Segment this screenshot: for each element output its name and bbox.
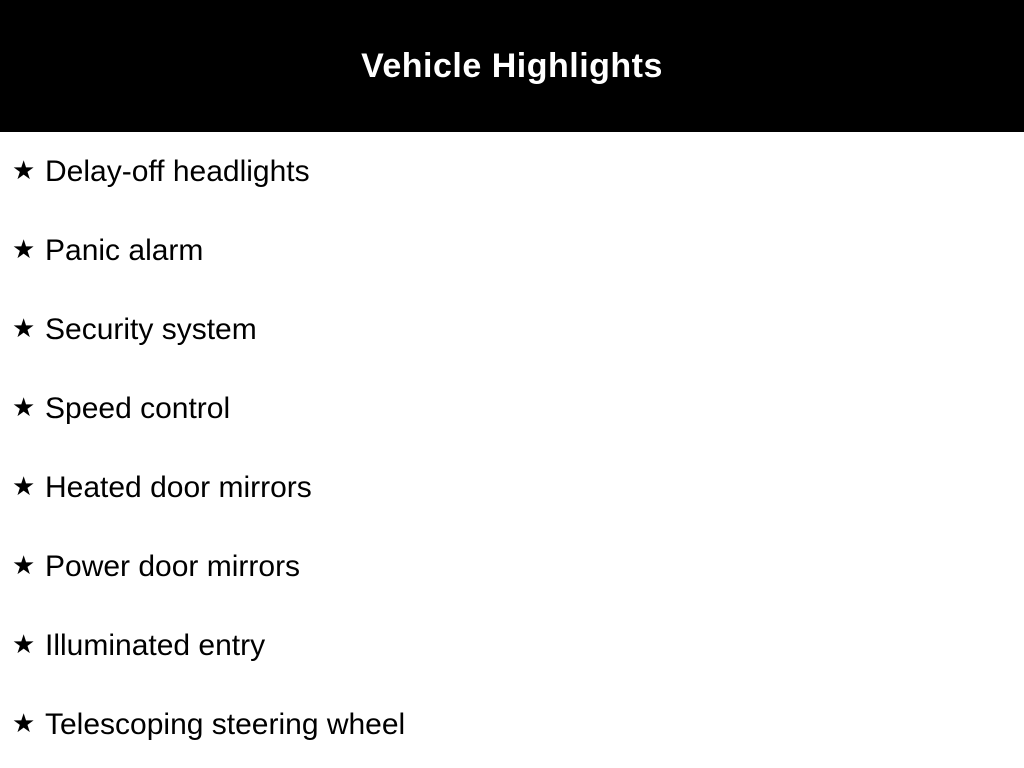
star-icon: ★ (12, 155, 36, 186)
list-item-label: Telescoping steering wheel (45, 707, 406, 741)
list-item-label: Heated door mirrors (45, 470, 312, 504)
page-title: Vehicle Highlights (361, 46, 663, 85)
star-icon: ★ (12, 313, 36, 344)
list-item-label: Speed control (45, 391, 231, 425)
list-item-label: Panic alarm (45, 233, 204, 267)
star-icon: ★ (12, 392, 36, 423)
star-icon: ★ (12, 708, 36, 739)
star-icon: ★ (12, 234, 36, 265)
highlights-list (0, 132, 1024, 764)
star-icon: ★ (12, 629, 36, 660)
list-item (0, 448, 1024, 527)
list-item (0, 132, 1024, 211)
list-item-label: Power door mirrors (45, 549, 301, 583)
list-item-label: Delay-off headlights (45, 154, 310, 188)
list-item (0, 685, 1024, 764)
header-bar (0, 0, 1024, 132)
list-item (0, 211, 1024, 290)
star-icon: ★ (12, 550, 36, 581)
list-item (0, 527, 1024, 606)
list-item-label: Illuminated entry (45, 628, 266, 662)
list-item (0, 290, 1024, 369)
list-item (0, 606, 1024, 685)
star-icon: ★ (12, 471, 36, 502)
list-item-label: Security system (45, 312, 257, 346)
list-item (0, 369, 1024, 448)
